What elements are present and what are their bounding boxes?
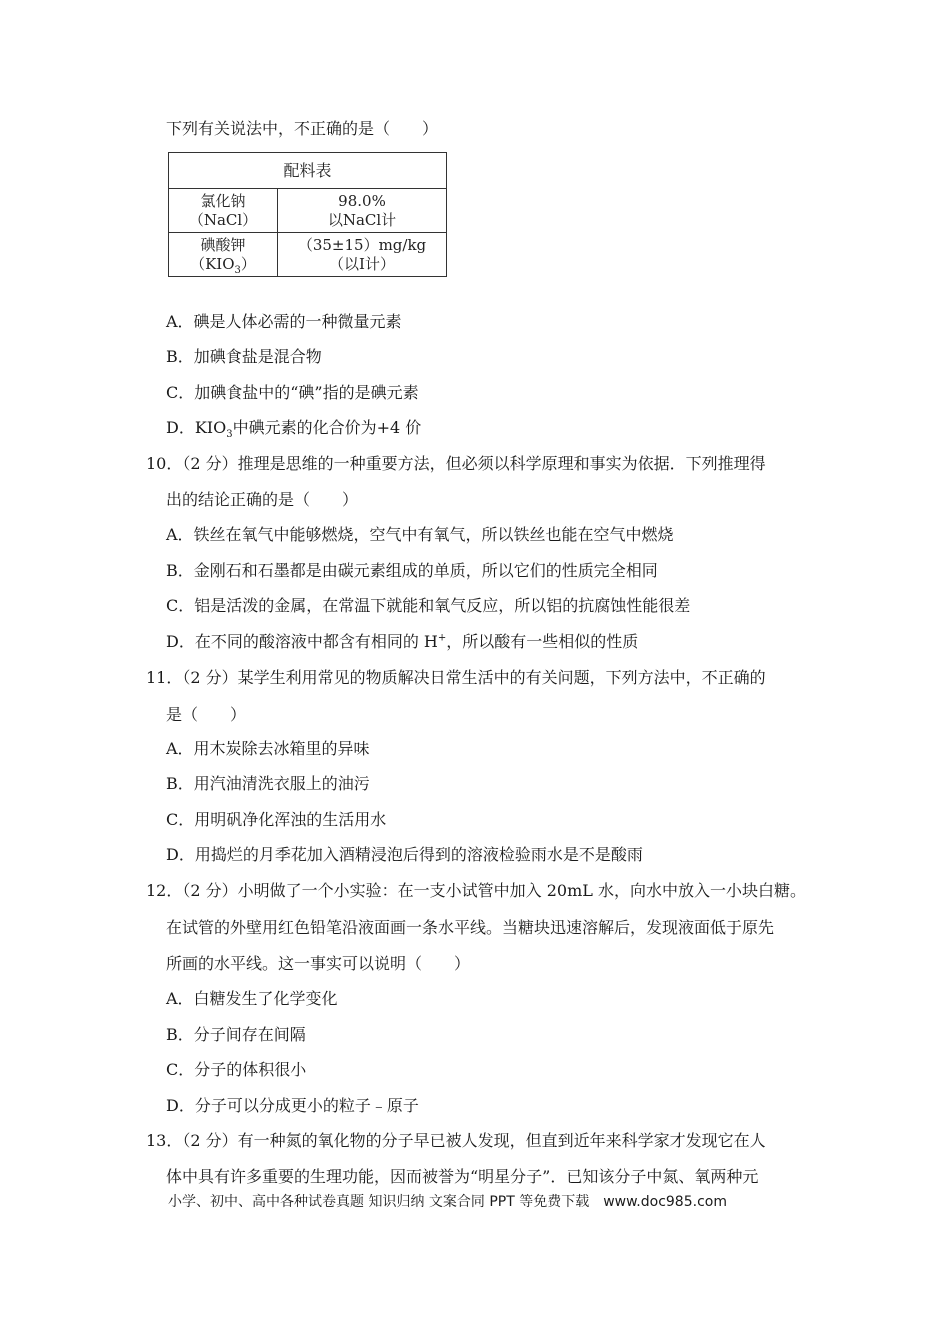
ingredient-formula: （NaCl） (188, 210, 258, 229)
question-13-stem: 13．（2 分）有一种氮的氧化物的分子早已被人发现，但直到近年来科学家才发现它在人 (146, 1131, 766, 1150)
table-row (169, 233, 447, 277)
option-b: B．加碘食盐是混合物 (166, 347, 322, 366)
ingredient-formula: $(KIO_3)$ (190, 254, 256, 276)
option-d: D．用捣烂的月季花加入酒精浸泡后得到的溶液检验雨水是不是酸雨 (166, 845, 643, 864)
ingredient-note: （以I计） (329, 254, 395, 273)
ingredient-name: 碘酸钾 (200, 235, 246, 254)
option-c: C．用明矾净化浑浊的生活用水 (166, 810, 387, 829)
question-10-stem: 10．（2 分）推理是思维的一种重要方法，但必须以科学原理和事实为依据．下列推理得 (146, 454, 766, 473)
question-intro: 下列有关说法中，不正确的是（ ） (166, 119, 439, 138)
ingredient-note: 以NaCl计 (327, 210, 397, 229)
option-b: B．分子间存在间隔 (166, 1025, 306, 1044)
option-b: B．用汽油清洗衣服上的油污 (166, 774, 370, 793)
ingredient-table (168, 152, 447, 277)
option-c: C．分子的体积很小 (166, 1060, 307, 1079)
option-c: C．铝是活泼的金属，在常温下就能和氧气反应，所以铝的抗腐蚀性能很差 (166, 596, 691, 615)
option-c: C．加碘食盐中的“碘”指的是碘元素 (166, 383, 419, 402)
ingredient-name: 氯化钠 (200, 191, 246, 210)
option-a: A．白糖发生了化学变化 (166, 989, 338, 1008)
question-11-stem-cont: 是（ ） (166, 705, 247, 724)
question-13-stem-cont: 体中具有许多重要的生理功能，因而被誉为“明星分子”．已知该分子中氮、氧两种元 (166, 1167, 759, 1186)
question-12-stem-cont: 在试管的外壁用红色铅笔沿液面画一条水平线。当糖块迅速溶解后，发现液面低于原先 (166, 918, 775, 937)
option-d: D．在不同的酸溶液中都含有相同的 H+，所以酸有一些相似的性质 (166, 632, 639, 651)
option-a: A．用木炭除去冰箱里的异味 (166, 739, 370, 758)
ingredient-value: 98.0% (338, 191, 386, 210)
option-b: B．金刚石和石墨都是由碳元素组成的单质，所以它们的性质完全相同 (166, 561, 658, 580)
option-a: A．铁丝在氧气中能够燃烧，空气中有氧气，所以铁丝也能在空气中燃烧 (166, 525, 674, 544)
question-11-stem: 11．（2 分）某学生利用常见的物质解决日常生活中的有关问题，下列方法中，不正确的 (146, 668, 766, 687)
option-d: D．$KIO_3$中碘元素的化合价为+4 价 (166, 418, 422, 441)
question-12-stem: 12．（2 分）小明做了一个小实验：在一支小试管中加入 20mL 水，向水中放入一小块白糖。 (146, 881, 806, 900)
option-d: D．分子可以分成更小的粒子﹣原子 (166, 1096, 419, 1115)
table-row (169, 189, 447, 233)
option-a: A．碘是人体必需的一种微量元素 (166, 312, 402, 331)
ingredient-value: （35±15）mg/kg (297, 235, 427, 254)
question-12-stem-cont: 所画的水平线。这一事实可以说明（ ） (166, 954, 471, 973)
page-footer: 小学、初中、高中各种试卷真题 知识归纳 文案合同 PPT 等免费下载 www.doc985.com (168, 1194, 727, 1210)
table-title: 配料表 (169, 153, 447, 189)
question-10-stem-cont: 出的结论正确的是（ ） (166, 490, 359, 509)
